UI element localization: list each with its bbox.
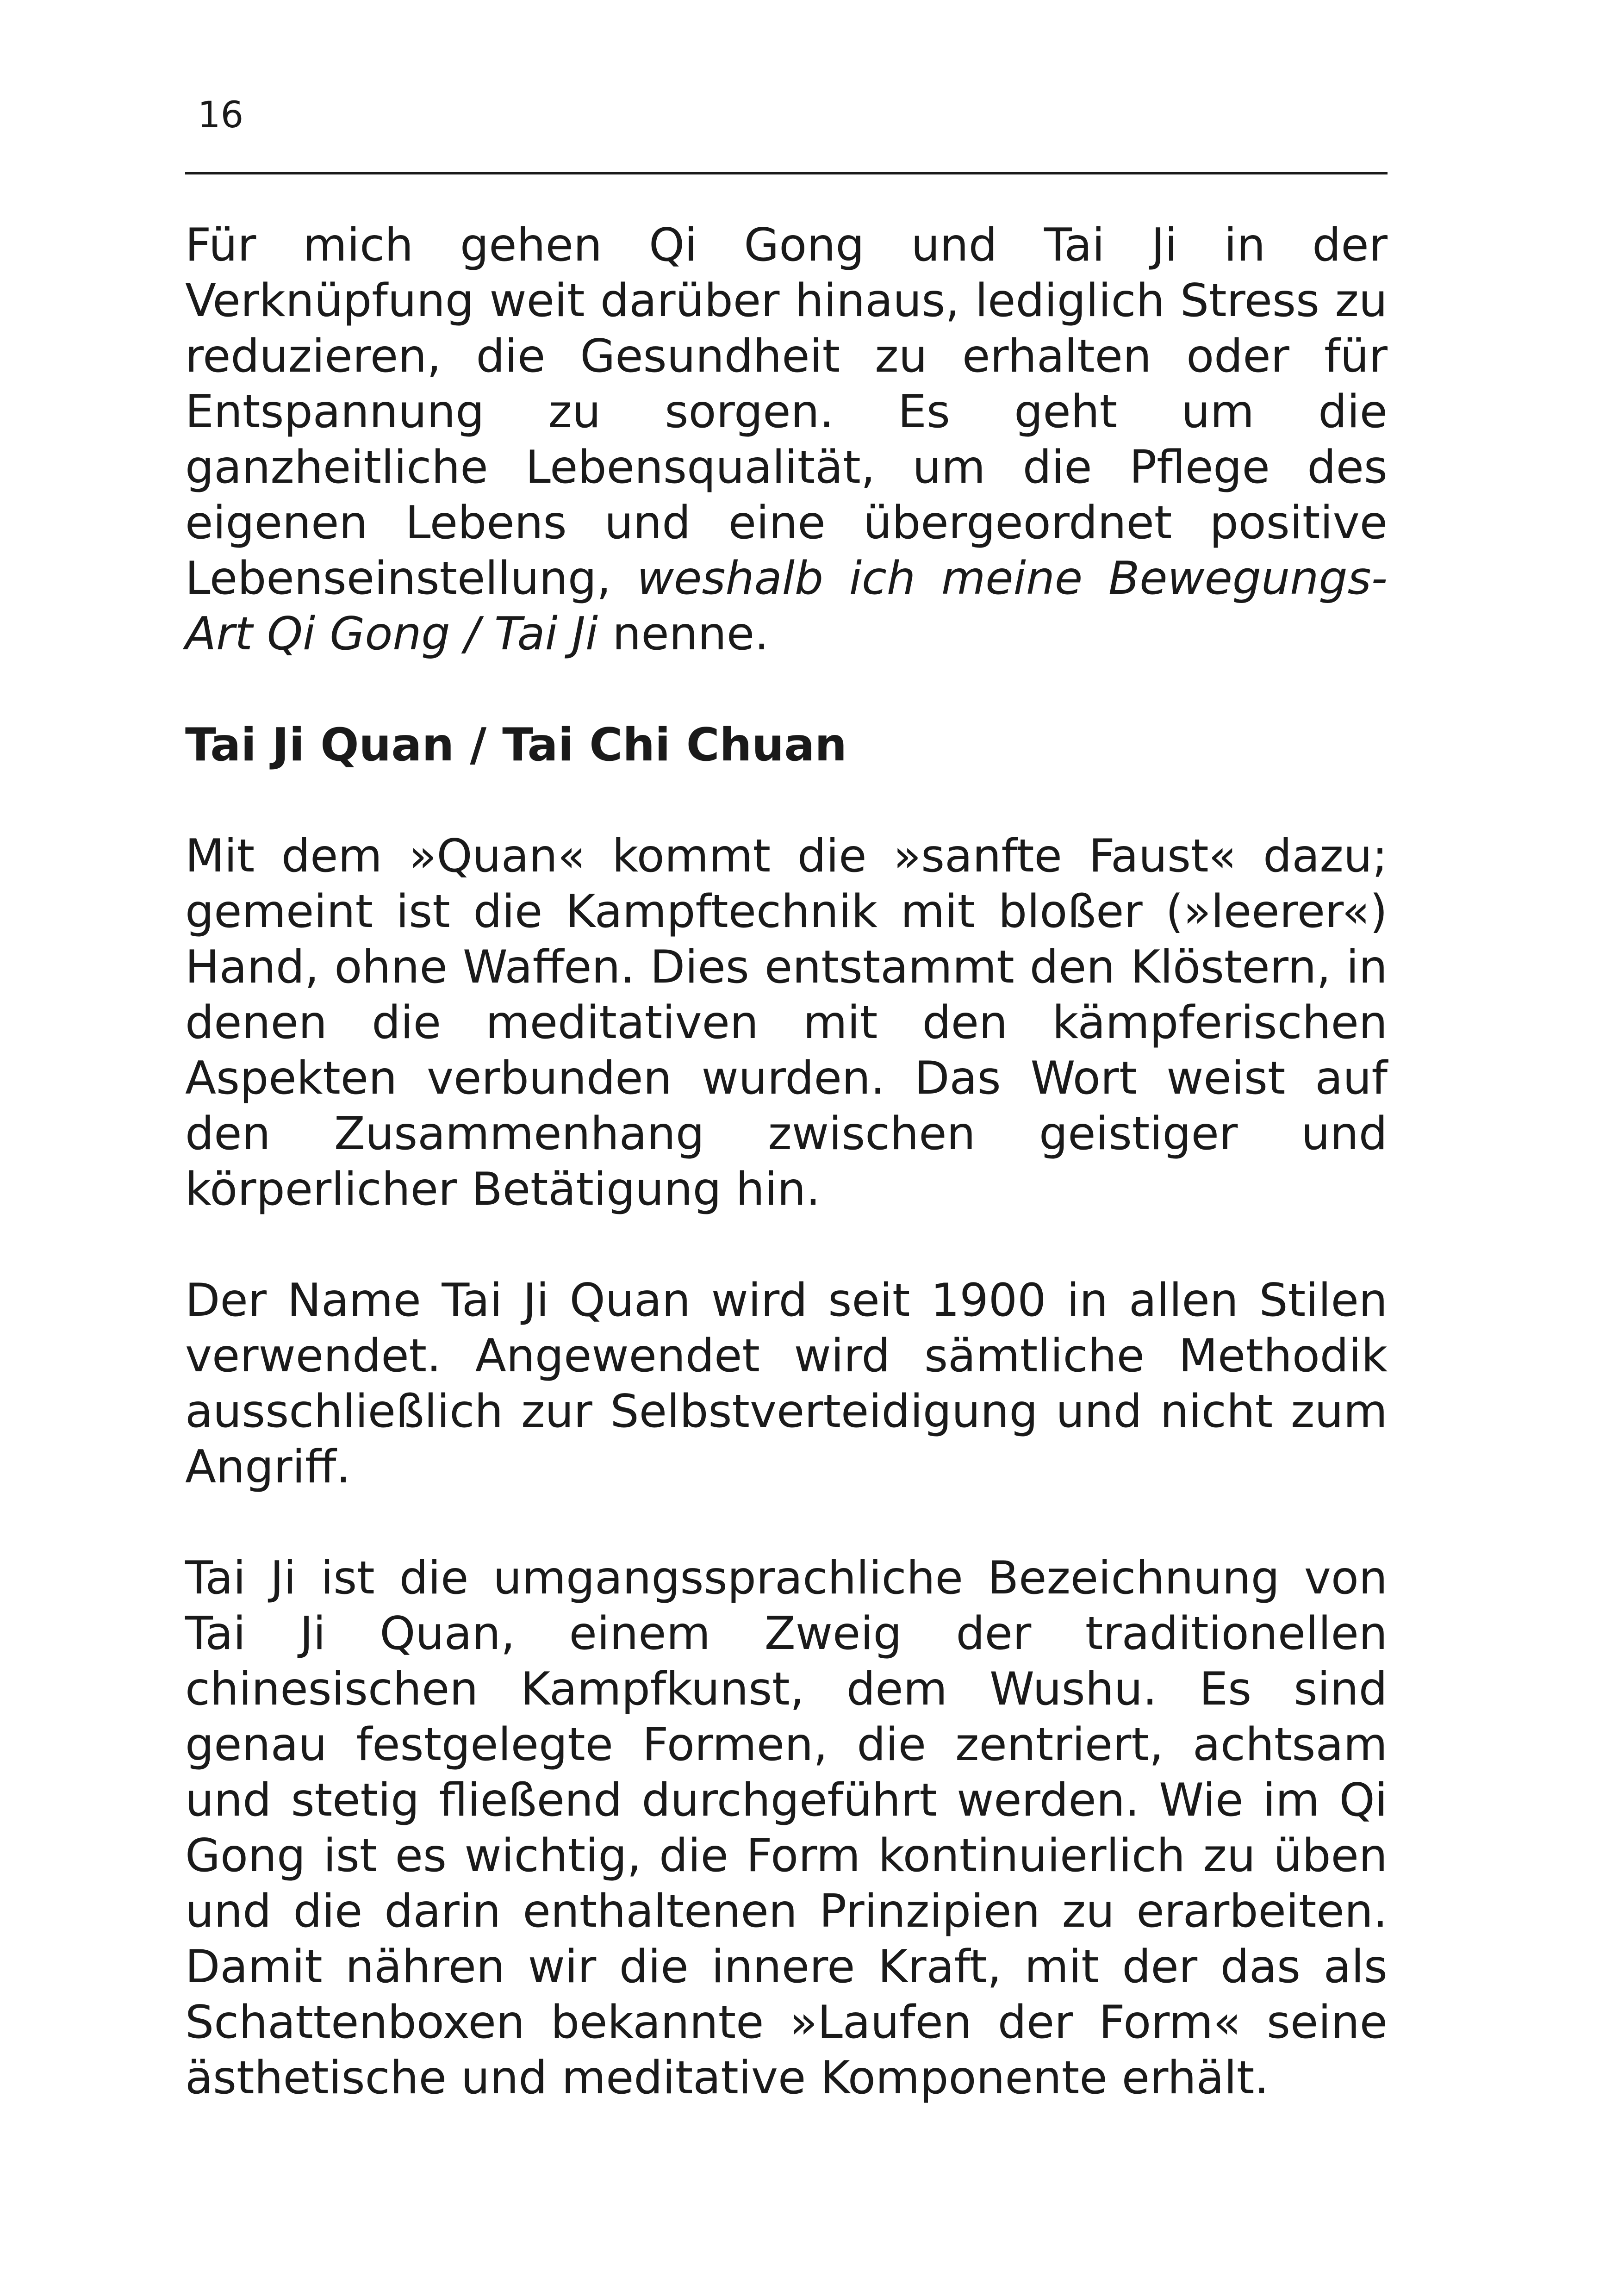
intro-italic-text: weshalb ich meine Bewegungs-Art Qi Gong / Tai Ji xyxy=(185,552,1388,660)
page-number: 16 xyxy=(198,94,244,136)
paragraph-name: Der Name Tai Ji Quan wird seit 1900 in allen Stilen verwendet. Angewendet wird sämtliche Methodik ausschließlich zur Selbstverteidigung und nicht zum Angriff. xyxy=(185,1274,1388,1493)
paragraph-quan: Mit dem »Quan« kommt die »sanfte Faust« dazu; gemeint ist die Kampftechnik mit bloßer (»leerer«) Hand, ohne Waffen. Dies entstammt den Klöstern, in denen die meditativen mit den kämpferischen Aspekten verbunden wurden. Das Wort weist auf den Zusammenhang zwischen geistiger und körperlicher Betätigung hin. xyxy=(185,830,1388,1216)
section-heading: Tai Ji Quan / Tai Chi Chuan xyxy=(185,719,847,772)
intro-text: Für mich gehen Qi Gong und Tai Ji in der Verknüpfung weit darüber hinaus, lediglich Stress zu reduzieren, die Gesundheit zu erhalten oder für Entspannung zu sorgen. Es geht um die ganzheitliche Lebensqualität, um die Pflege des eigenen Lebens und eine übergeordnet positive Lebenseinstellung, xyxy=(185,219,1388,605)
intro-tail-text: nenne. xyxy=(598,608,769,660)
paragraph-tai-ji: Tai Ji ist die umgangssprachliche Bezeichnung von Tai Ji Quan, einem Zweig der traditionellen chinesischen Kampfkunst, dem Wushu. Es sind genau festgelegte Formen, die zentriert, achtsam und stetig fließend durchgeführt werden. Wie im Qi Gong ist es wichtig, die Form kontinuierlich zu üben und die darin enthaltenen Prinzipien zu erarbeiten. Damit nähren wir die innere Kraft, mit der das als Schattenboxen bekannte »Laufen der Form« seine ästhetische und meditative Komponente erhält. xyxy=(185,1552,1388,2104)
header-rule xyxy=(185,172,1388,174)
page-content xyxy=(185,218,1388,2106)
intro-paragraph xyxy=(185,218,1388,662)
